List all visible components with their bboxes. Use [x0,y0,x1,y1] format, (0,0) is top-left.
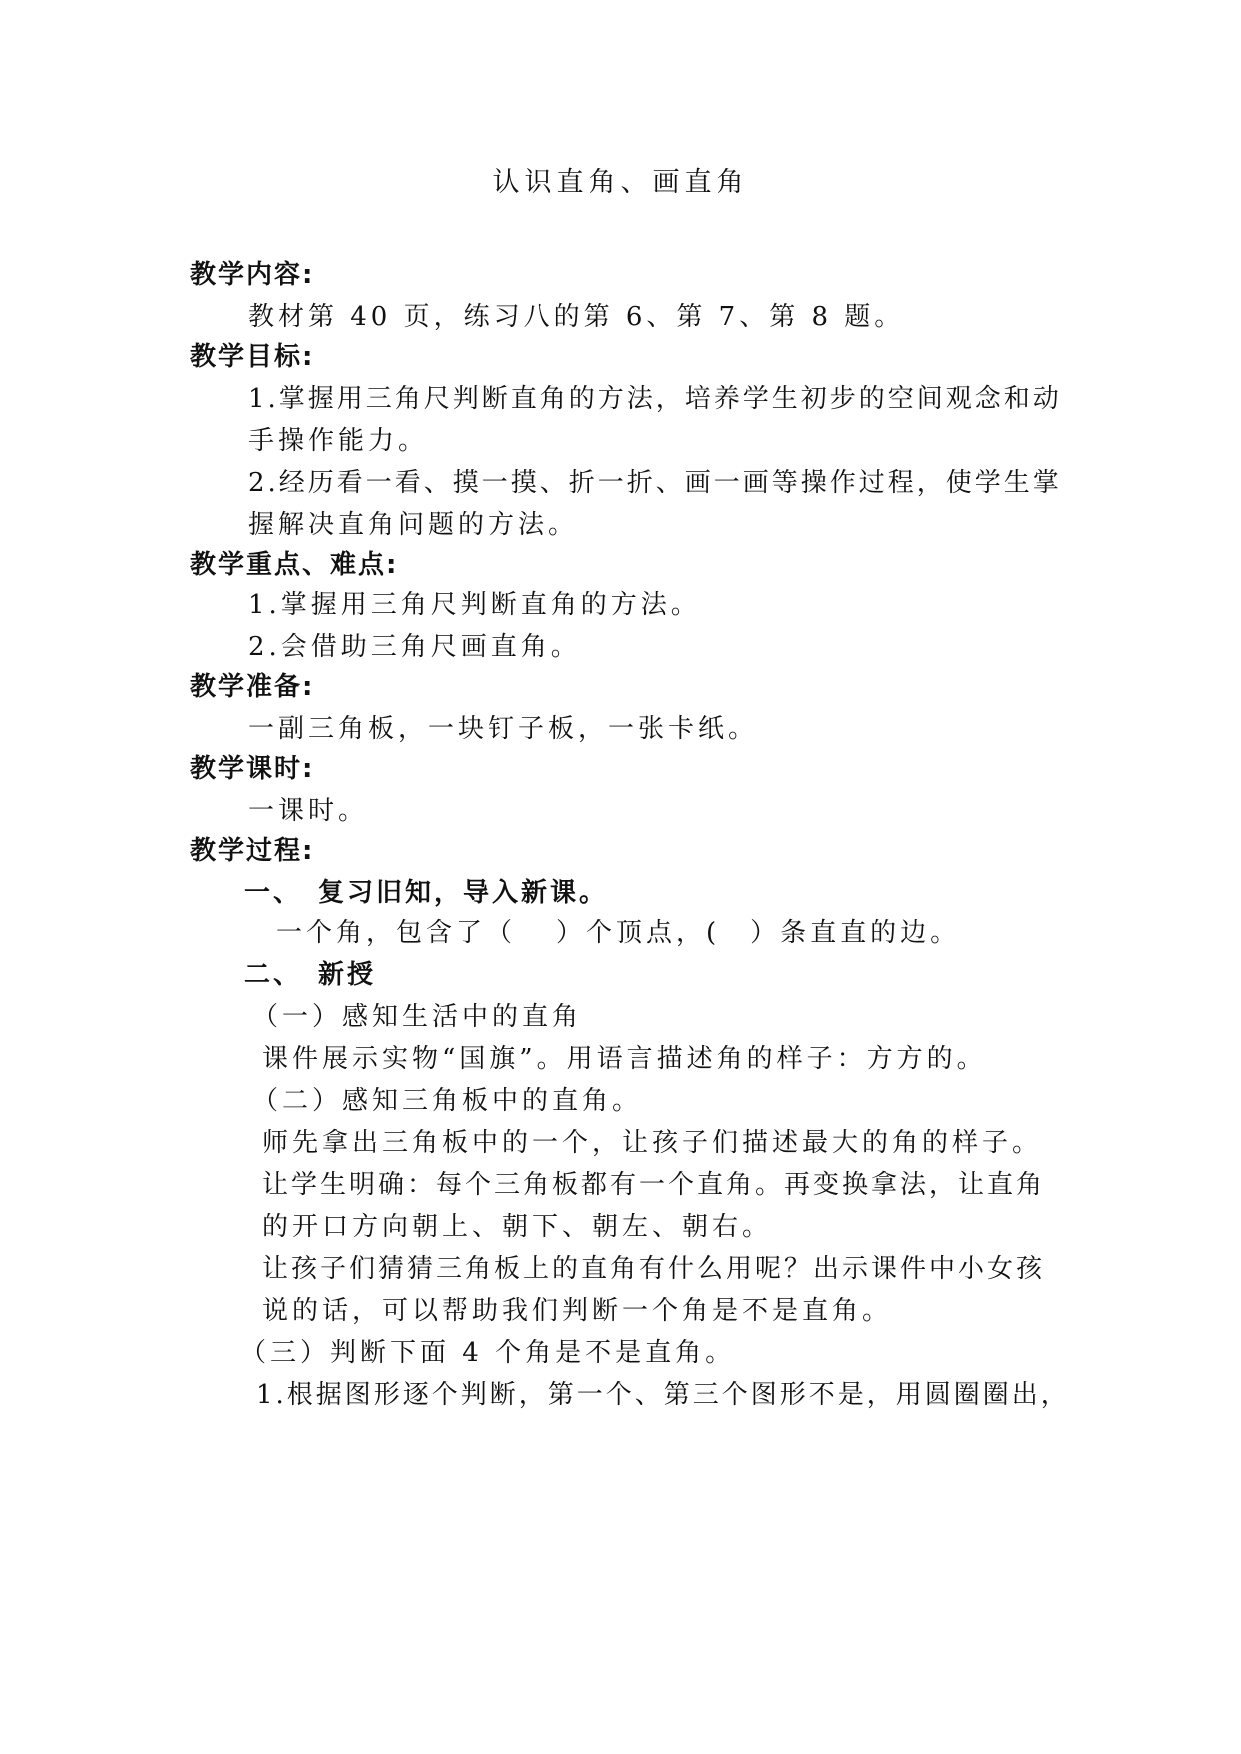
step1-question-part-c: ）条直直的边。 [750,918,961,948]
step1-question [276,916,960,950]
document-title: 认识直角、画直角 [492,167,749,198]
content-line: 教材第 40 页，练习八的第 6、第 7、第 8 题。 [248,302,905,332]
section-heading-key-points: 教学重点、难点: [190,550,399,580]
goal-line: 1.掌握用三角尺判断直角的方法，培养学生初步的空间观念和动 [248,384,1062,414]
section-heading-goals: 教学目标: [190,342,315,372]
goal-line: 2.经历看一看、摸一摸、折一折、画一画等操作过程，使学生掌 [248,468,1062,498]
step1-number: 一、 [244,878,303,908]
step1-question-part-a: 一个角，包含了（ [276,918,517,948]
section-heading-periods: 教学课时: [190,754,315,784]
process-line: 说的话，可以帮助我们判断一个角是不是直角。 [262,1296,893,1326]
process-line: 让孩子们猜猜三角板上的直角有什么用呢？出示课件中小女孩 [262,1254,1046,1284]
step2-number: 二、 [244,960,303,990]
section-heading-process: 教学过程: [190,836,315,866]
step1-title: 复习旧知，导入新课。 [318,878,609,908]
preparation-line: 一副三角板，一块钉子板，一张卡纸。 [248,714,759,744]
key-point-line: 1.掌握用三角尺判断直角的方法。 [248,590,701,620]
process-line: 让学生明确：每个三角板都有一个直角。再变换拿法，让直角 [262,1170,1046,1200]
section-heading-content: 教学内容: [190,260,315,290]
process-line: 1.根据图形逐个判断，第一个、第三个图形不是，用圆圈圈出， [256,1380,1070,1410]
step1-question-part-b: ）个顶点，( [556,918,721,948]
goal-line: 手操作能力。 [248,426,429,456]
process-line: 课件展示实物“国旗”。用语言描述角的样子：方方的。 [262,1044,987,1074]
goal-line: 握解决直角问题的方法。 [248,510,579,540]
key-point-line: 2.会借助三角尺画直角。 [248,632,581,662]
subsection-heading: （一）感知生活中的直角 [252,1002,583,1032]
step2-title: 新授 [318,960,377,990]
periods-line: 一课时。 [248,796,369,826]
subsection-heading: （三）判断下面 4 个角是不是直角。 [240,1338,736,1368]
section-heading-preparation: 教学准备: [190,672,315,702]
process-line: 师先拿出三角板中的一个，让孩子们描述最大的角的样子。 [262,1128,1043,1158]
process-line: 的开口方向朝上、朝下、朝左、朝右。 [262,1212,773,1242]
subsection-heading: （二）感知三角板中的直角。 [252,1086,643,1116]
